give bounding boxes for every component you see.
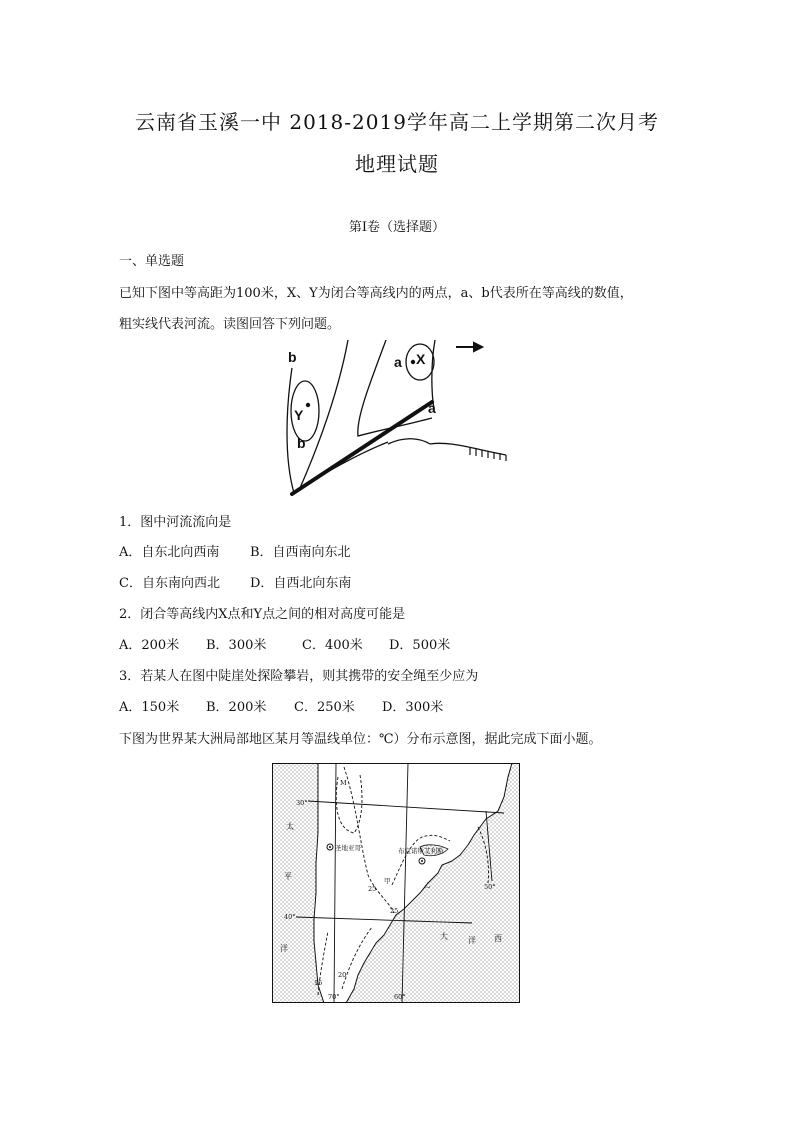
contour-line-b-outer (287, 368, 294, 493)
intro2: 下图为世界某大洲局部地区某月等温线单位：℃）分布示意图，据此完成下面小题。 (119, 732, 602, 747)
river-line (292, 402, 432, 494)
label-a-lower: a (428, 400, 436, 416)
document-subtitle: 地理试题 (355, 152, 439, 176)
q1-option-c[interactable]: C．自东南向西北 (119, 576, 220, 591)
point-x-dot (411, 360, 415, 364)
label-lat-40: 40° (284, 913, 296, 921)
q3-stem: 3．若某人在图中陡崖处探险攀岩，则其携带的安全绳至少应为 (119, 669, 479, 684)
isotherm-map-figure (272, 763, 520, 1003)
label-a-upper: a (394, 354, 402, 370)
label-iso-25b: 25 (390, 907, 399, 915)
q2-option-c[interactable]: C．400米 (302, 638, 363, 653)
label-tai: 太 (286, 822, 294, 831)
q2-option-b[interactable]: B．300米 (206, 638, 267, 653)
section-heading: 第I卷（选择题） (348, 220, 446, 235)
label-iso-20: 20 (338, 971, 347, 979)
label-b-top: b (288, 349, 297, 365)
intro1-line1: 已知下图中等高距为100米，X、Y为闭合等高线内的两点，a、b代表所在等高线的数值， (119, 286, 633, 301)
label-iso-25a: 25 (368, 885, 377, 893)
q2-option-a[interactable]: A．200米 (119, 638, 180, 653)
q1-option-d[interactable]: D．自西北向东南 (250, 576, 352, 591)
q3-option-a[interactable]: A．150米 (119, 700, 180, 715)
label-y: Y (294, 407, 304, 423)
q1-option-b[interactable]: B．自西南向东北 (250, 545, 351, 560)
q1-stem: 1．图中河流流向是 (119, 515, 232, 530)
label-yang-pacific: 洋 (280, 944, 288, 953)
contour-line-a-ridge (432, 340, 435, 408)
cliff-line (430, 443, 506, 455)
document-title: 云南省玉溪一中 2018-2019学年高二上学期第二次月考 (135, 110, 659, 134)
q3-option-d[interactable]: D．300米 (382, 700, 444, 715)
label-yi: 乙 (424, 881, 431, 889)
q2-option-d[interactable]: D．500米 (389, 638, 451, 653)
label-ping: 平 (284, 872, 292, 881)
label-lat-30: 30° (296, 799, 308, 807)
label-iso-15: 15 (314, 979, 323, 987)
label-x: X (416, 351, 426, 367)
label-m: M (340, 779, 347, 787)
q3-option-b[interactable]: B．200米 (206, 700, 267, 715)
q1-option-a[interactable]: A．自东北向西南 (119, 545, 220, 560)
direction-arrow (456, 343, 482, 351)
valley-line (388, 439, 430, 444)
label-santiago: 圣地亚哥 (335, 844, 361, 852)
label-buenos-aires: 布宜诺斯艾利斯 (398, 847, 444, 855)
label-lon-70: 70° (328, 993, 340, 1001)
label-jia: 甲 (384, 877, 391, 885)
label-xi: 西 (494, 934, 502, 943)
label-b-lower: b (297, 435, 306, 451)
label-da: 大 (440, 932, 448, 941)
label-lon-60: 60° (394, 993, 406, 1001)
part-heading: 一、单选题 (119, 254, 185, 269)
q2-stem: 2．闭合等高线内X点和Y点之间的相对高度可能是 (119, 607, 406, 622)
contour-line-middle (300, 340, 388, 488)
label-yang: 洋 (468, 936, 476, 945)
contour-map-figure (270, 338, 520, 500)
intro1-line2: 粗实线代表河流。读图回答下列问题。 (119, 317, 341, 332)
point-y-dot (306, 403, 310, 407)
label-lon-50: 50° (484, 883, 496, 891)
q3-option-c[interactable]: C．250米 (294, 700, 355, 715)
